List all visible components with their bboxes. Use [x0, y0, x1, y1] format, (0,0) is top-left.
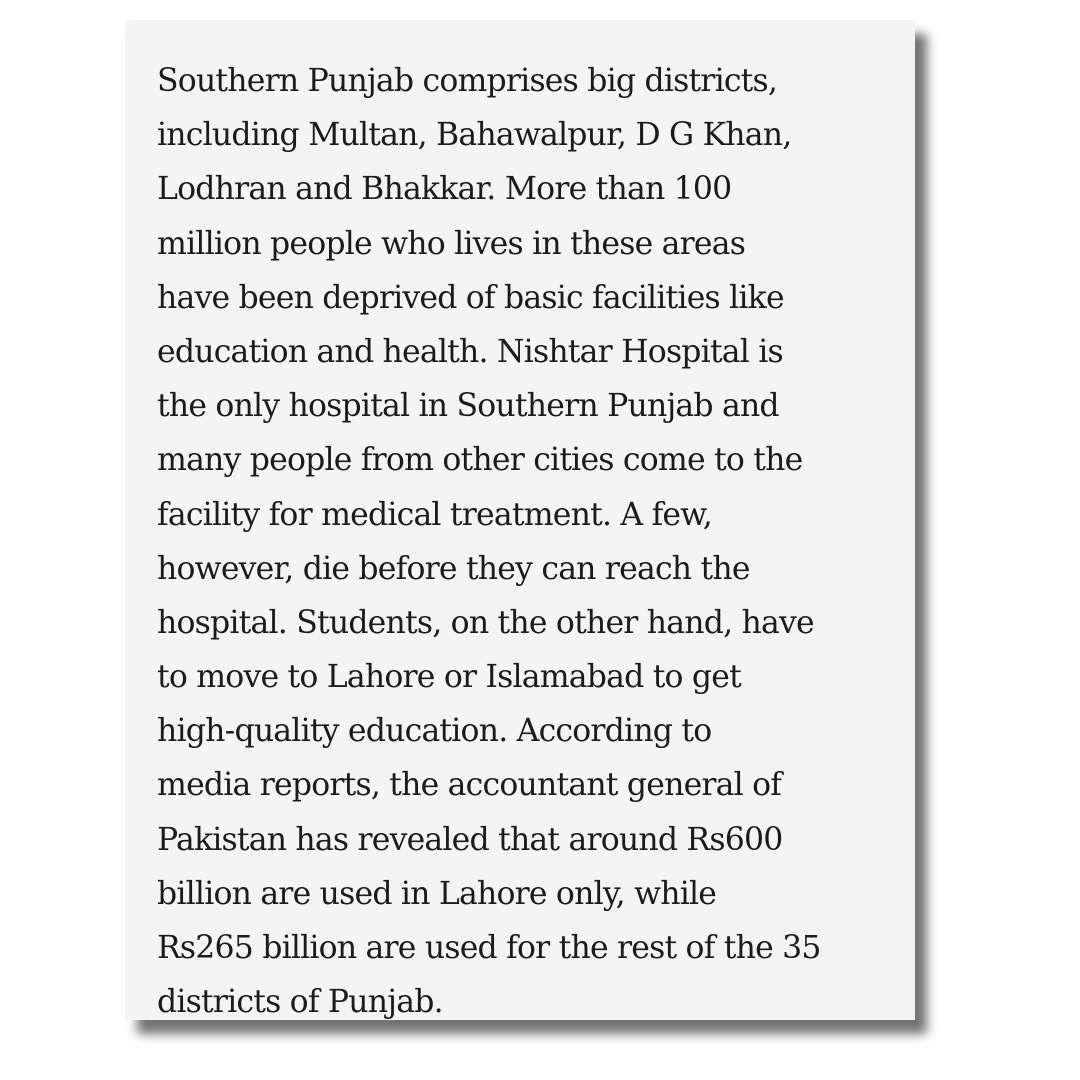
text-excerpt-card — [125, 20, 915, 1020]
paragraph-line: Rs265 billion are used for the rest of the 35 — [157, 930, 821, 966]
paragraph-line: Pakistan has revealed that around Rs600 — [157, 821, 783, 858]
paragraph-line: facility for medical treatment. A few, — [157, 496, 712, 533]
paragraph-line: including Multan, Bahawalpur, D G Khan, — [157, 117, 792, 154]
paragraph-line: districts of Punjab. — [157, 984, 443, 1021]
paragraph-line: have been deprived of basic facilities like — [157, 279, 784, 316]
paragraph-line: education and health. Nishtar Hospital is — [157, 333, 783, 370]
paragraph-line: many people from other cities come to the — [157, 442, 803, 479]
paragraph-line: hospital. Students, on the other hand, have — [157, 604, 814, 641]
paragraph-line: however, die before they can reach the — [157, 550, 750, 587]
paragraph-line: million people who lives in these areas — [157, 225, 746, 262]
paragraph-line: the only hospital in Southern Punjab and — [157, 388, 779, 425]
paragraph-line: high-quality education. According to — [157, 713, 712, 750]
paragraph-line: Lodhran and Bhakkar. More than 100 — [157, 171, 732, 208]
paragraph-line: media reports, the accountant general of — [157, 767, 782, 804]
paragraph-line: billion are used in Lahore only, while — [157, 875, 717, 912]
paragraph-line: to move to Lahore or Islamabad to get — [157, 659, 741, 696]
paragraph-line: Southern Punjab comprises big districts, — [157, 63, 778, 99]
article-paragraph — [157, 54, 895, 1029]
